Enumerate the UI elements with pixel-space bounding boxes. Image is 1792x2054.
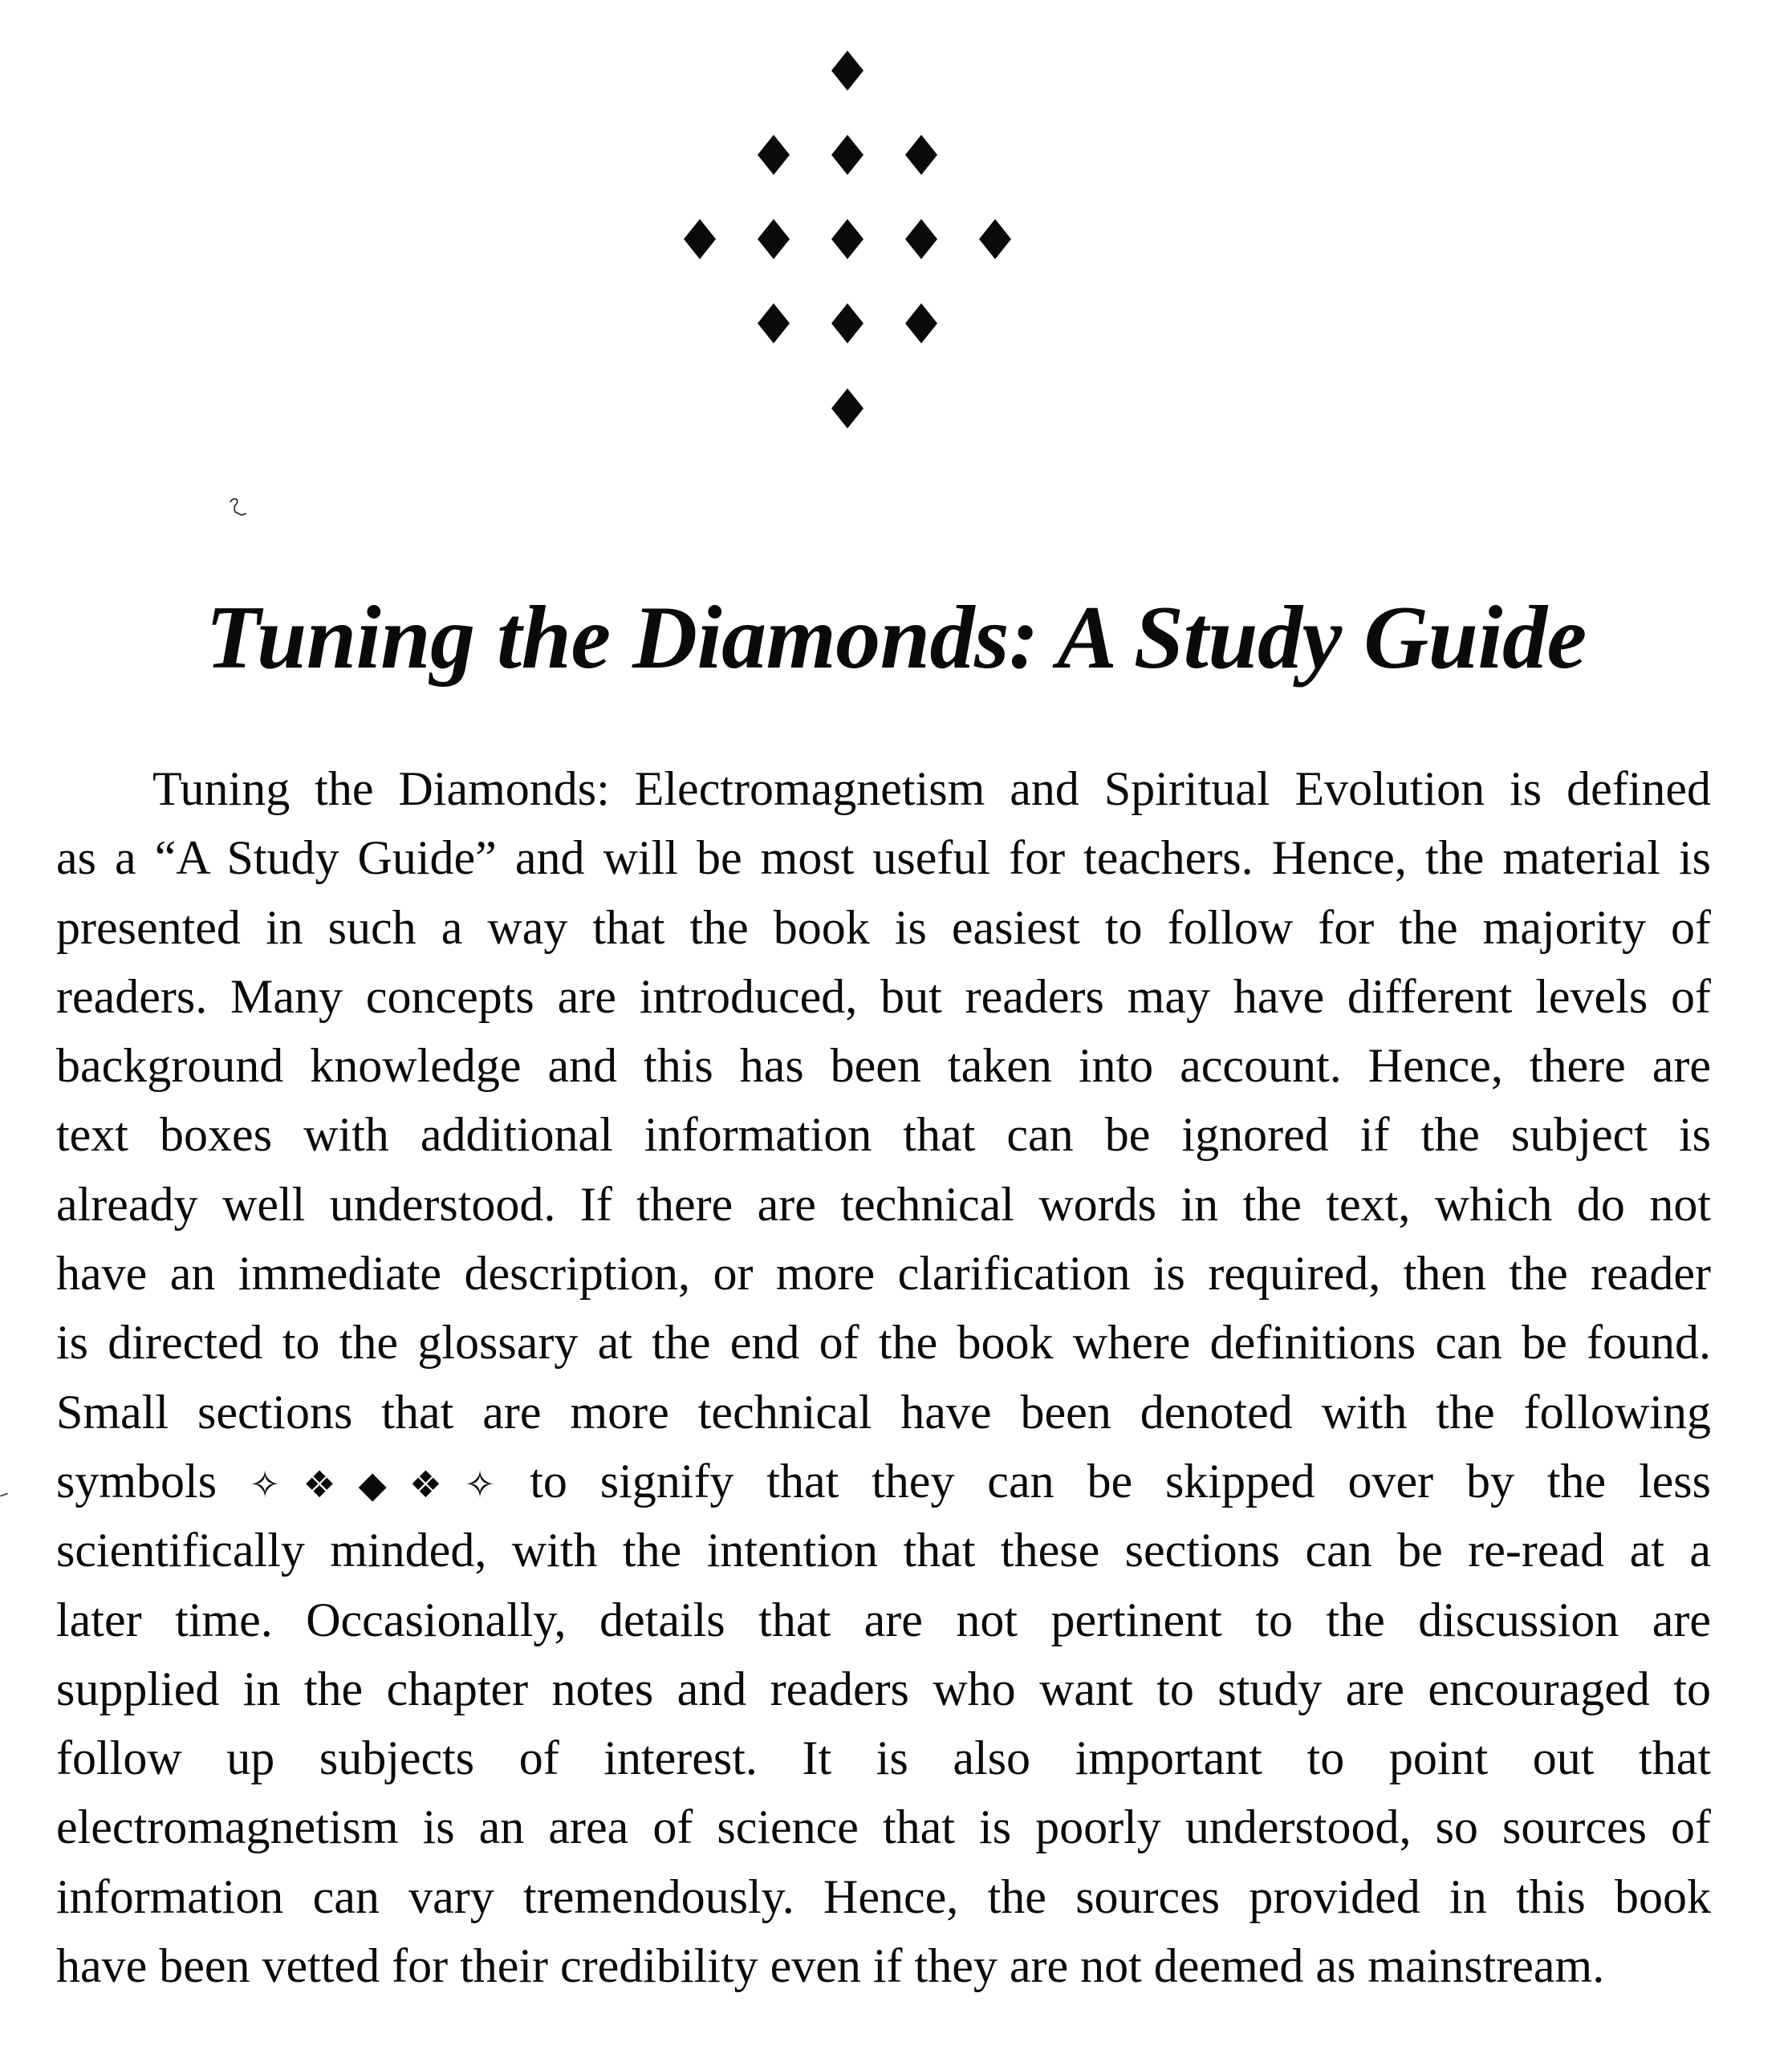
body-line: information can vary tremendously. Hence, the sources provided in this book <box>56 1869 1711 1923</box>
body-line: Tuning the Diamonds: Electromagnetism and Spiritual Evolution is defined <box>152 762 1711 815</box>
diamond-icon <box>905 219 937 259</box>
diamond-icon <box>684 219 716 259</box>
diamond-icon <box>758 219 790 259</box>
diamond-icon <box>758 303 790 343</box>
body-line: already well understood. If there are technical words in the text, which do not <box>56 1177 1711 1231</box>
body-line: scientifically minded, with the intention that these sections can be re-read at a <box>56 1524 1711 1577</box>
diamond-icon <box>905 303 937 343</box>
body-line: later time. Occasionally, details that are not pertinent to the discussion are <box>56 1593 1711 1646</box>
body-line: as a “A Study Guide” and will be most useful for teachers. Hence, the material is <box>56 831 1711 885</box>
body-line: have been vetted for their credibility even if they are not deemed as mainstream. <box>56 1939 1605 1993</box>
technical-section-symbols-icon: ✧❖◆❖✧ <box>249 1462 498 1506</box>
diamond-icon <box>758 135 790 175</box>
body-line-with-symbols <box>56 1447 1711 1516</box>
handwritten-page-mark-icon <box>227 497 248 520</box>
diamond-icon <box>831 51 863 91</box>
diamond-icon <box>831 303 863 343</box>
diamond-icon <box>831 135 863 175</box>
body-line: is directed to the glossary at the end of the book where definitions can be found. <box>56 1316 1711 1370</box>
body-line: readers. Many concepts are introduced, but readers may have different levels of <box>56 969 1711 1023</box>
body-line: text boxes with additional information that can be ignored if the subject is <box>56 1108 1711 1162</box>
body-paragraph <box>56 754 1711 2000</box>
body-line: electromagnetism is an area of science that is poorly understood, so sources of <box>56 1800 1711 1854</box>
diamond-ornament <box>0 0 1792 481</box>
symbols-continuation: to signify that they can be skipped over by the less <box>530 1454 1711 1508</box>
body-line: background knowledge and this has been taken into account. Hence, there are <box>56 1039 1711 1093</box>
page-title: Tuning the Diamonds: A Study Guide <box>205 588 1587 688</box>
diamond-icon <box>905 135 937 175</box>
body-line: presented in such a way that the book is easiest to follow for the majority of <box>56 900 1711 954</box>
diamond-icon <box>831 388 863 428</box>
body-line: have an immediate description, or more clarification is required, then the reader <box>56 1247 1711 1301</box>
body-line: follow up subjects of interest. It is also important to point out that <box>56 1731 1711 1785</box>
body-line: Small sections that are more technical have been denoted with the following <box>56 1385 1711 1439</box>
diamond-icon <box>979 219 1011 259</box>
body-line: supplied in the chapter notes and readers who want to study are encouraged to <box>56 1662 1711 1715</box>
symbols-label: symbols <box>56 1454 217 1508</box>
diamond-icon <box>831 219 863 259</box>
margin-tick-mark <box>0 1492 8 1496</box>
